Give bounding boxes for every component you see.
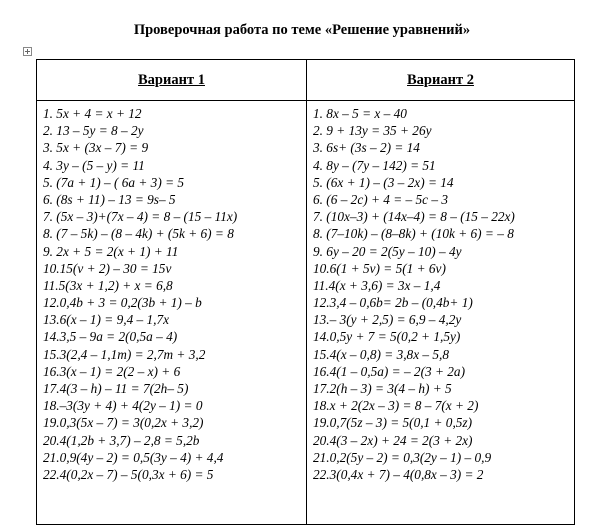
equation-item: 2. 13 – 5y = 8 – 2y	[43, 123, 144, 139]
equation-item: 1. 8x – 5 = x – 40	[313, 106, 407, 121]
equation-item: 1. 5x + 4 = x + 12	[43, 106, 142, 121]
equation-item: 18.–3(3y + 4) + 4(2y – 1) = 0	[43, 398, 203, 414]
equation-item: 15.4(x – 0,8) = 3,8x – 5,8	[313, 346, 450, 362]
page-title: Проверочная работа по теме «Решение уравнений»	[133, 22, 471, 38]
equation-item: 11.5(3x + 1,2) + x = 6,8	[43, 277, 173, 293]
table-header-row	[37, 60, 575, 101]
equation-item: 8. (7–10k) – (8–8k) + (10k + 6) = – 8	[313, 226, 514, 242]
equation-item: 15.3(2,4 – 1,1m) = 2,7m + 3,2	[43, 346, 206, 362]
equation-item: 22.4(0,2x – 7) – 5(0,3x + 6) = 5	[43, 466, 214, 482]
equation-item: 7. (5x – 3)+(7x – 4) = 8 – (15 – 11x)	[43, 209, 238, 225]
equation-item: 20.4(1,2b + 3,7) – 2,8 = 5,2b	[43, 432, 200, 448]
equation-item: 4. 8y – (7y – 142) = 51	[313, 157, 436, 173]
variant-2-equation-list	[307, 101, 574, 483]
equation-item: 12.0,4b + 3 = 0,2(3b + 1) – b	[43, 295, 202, 311]
equation-item: 6. (6 – 2c) + 4 = – 5c – 3	[313, 191, 449, 207]
equation-item: 19.0,3(5x – 7) = 3(0,2x + 3,2)	[43, 415, 204, 431]
equation-item: 13.6(x – 1) = 9,4 – 1,7x	[43, 312, 170, 328]
equation-item: 5. (7a + 1) – ( 6a + 3) = 5	[43, 174, 185, 190]
equation-item: 4. 3y – (5 – y) = 11	[43, 157, 145, 173]
equation-item: 20.4(3 – 2x) + 24 = 2(3 + 2x)	[313, 432, 473, 448]
equation-item: 9. 2x + 5 = 2(x + 1) + 11	[43, 243, 179, 259]
equation-item: 14.0,5y + 7 = 5(0,2 + 1,5y)	[313, 329, 461, 345]
variant-1-equation-list	[37, 101, 306, 483]
equation-item: 8. (7 – 5k) – (8 – 4k) + (5k + 6) = 8	[43, 226, 234, 242]
table-body-row	[37, 101, 575, 525]
equation-item: 19.0,7(5z – 3) = 5(0,1 + 0,5z)	[313, 415, 473, 431]
equation-item: 2. 9 + 13y = 35 + 26y	[313, 123, 432, 139]
variant-1-header: Вариант 1	[37, 60, 307, 101]
equation-item: 9. 6y – 20 = 2(5y – 10) – 4y	[313, 243, 462, 259]
equation-item: 5. (6x + 1) – (3 – 2x) = 14	[313, 174, 454, 190]
equation-item: 22.3(0,4x + 7) – 4(0,8x – 3) = 2	[313, 466, 484, 482]
variant-2-header: Вариант 2	[307, 60, 575, 101]
equation-item: 10.6(1 + 5v) = 5(1 + 6v)	[313, 260, 446, 276]
equation-item: 3. 6s+ (3s – 2) = 14	[313, 140, 420, 156]
move-handle-icon[interactable]	[23, 47, 32, 56]
equation-item: 6. (8s + 11) – 13 = 9s– 5	[43, 191, 176, 207]
equation-item: 7. (10x–3) + (14x–4) = 8 – (15 – 22x)	[313, 209, 515, 225]
equation-item: 3. 5x + (3x – 7) = 9	[43, 140, 149, 156]
equation-item: 12.3,4 – 0,6b= 2b – (0,4b+ 1)	[313, 295, 473, 311]
equation-item: 17.4(3 – h) – 11 = 7(2h– 5)	[43, 381, 189, 396]
equation-item: 16.3(x – 1) = 2(2 – x) + 6	[43, 363, 181, 379]
variant-1-cell	[37, 101, 307, 525]
equation-item: 21.0,2(5y – 2) = 0,3(2y – 1) – 0,9	[313, 449, 492, 465]
variant-2-cell	[307, 101, 575, 525]
equation-item: 16.4(1 – 0,5a) = – 2(3 + 2a)	[313, 363, 466, 379]
equation-item: 17.2(h – 3) = 3(4 – h) + 5	[313, 381, 452, 396]
equations-table	[36, 59, 575, 525]
equation-item: 18.x + 2(2x – 3) = 8 – 7(x + 2)	[313, 398, 479, 414]
equation-item: 21.0,9(4y – 2) = 0,5(3y – 4) + 4,4	[43, 449, 224, 465]
equation-item: 13.– 3(y + 2,5) = 6,9 – 4,2y	[313, 312, 462, 328]
equation-item: 11.4(x + 3,6) = 3x – 1,4	[313, 277, 441, 293]
equation-item: 10.15(v + 2) – 30 = 15v	[43, 260, 172, 276]
equation-item: 14.3,5 – 9a = 2(0,5a – 4)	[43, 329, 178, 345]
